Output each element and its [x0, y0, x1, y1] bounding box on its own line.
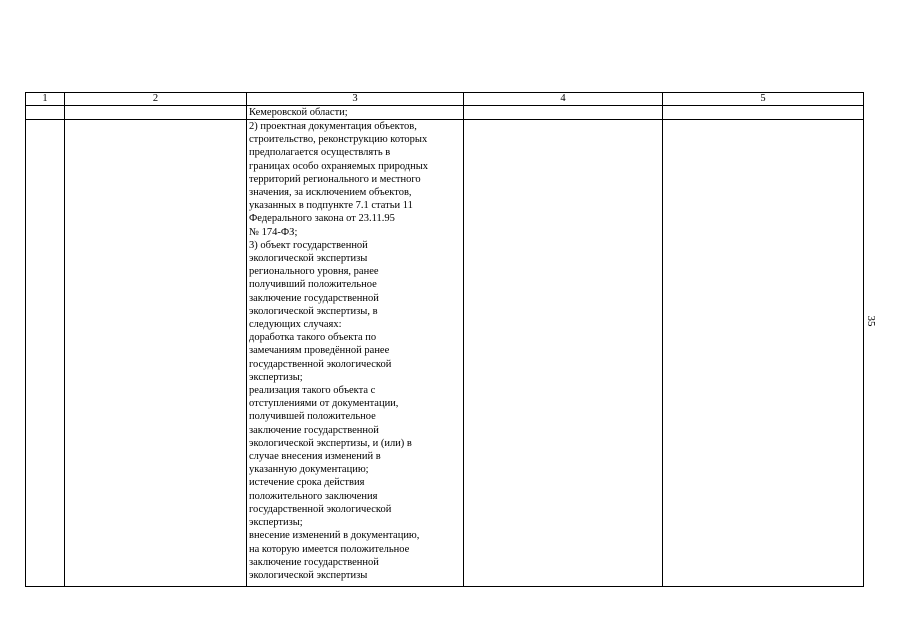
text-line: границах особо охраняемых природных — [249, 160, 429, 172]
text-line: регионального уровня, ранее — [249, 266, 379, 278]
cell-col-3-text — [247, 120, 464, 587]
text-line: экологической экспертизы, и (или) в — [249, 437, 412, 449]
text-line: № 174-ФЗ; — [249, 226, 298, 238]
text-line: внесение изменений в документацию, — [249, 530, 420, 542]
text-line: предполагается осуществлять в — [249, 147, 391, 159]
cell-col-4 — [464, 120, 663, 587]
header-col-5: 5 — [663, 93, 864, 106]
text-line: экологической экспертизы, в — [249, 305, 378, 317]
cell-col-3-continuation: Кемеровской области; — [247, 106, 464, 120]
text-line: на которую имеется положительное — [249, 543, 410, 555]
header-col-3: 3 — [247, 93, 464, 106]
text-line: Федерального закона от 23.11.95 — [249, 213, 395, 225]
table-header-row — [26, 93, 864, 106]
text-line: экологической экспертизы — [249, 569, 368, 581]
text-line: получившей положительное — [249, 411, 376, 423]
header-col-4: 4 — [464, 93, 663, 106]
text-line: замечаниям проведённой ранее — [249, 345, 390, 357]
cell-col-3-lines — [249, 120, 461, 582]
text-line: случае внесения изменений в — [249, 451, 381, 463]
text-line: реализация такого объекта с — [249, 385, 376, 397]
text-line: истечение срока действия — [249, 477, 365, 489]
document-table — [25, 92, 864, 587]
text-line: отступлениями от документации, — [249, 398, 399, 410]
text-line: экологической экспертизы — [249, 253, 368, 265]
text-line: государственной экологической — [249, 358, 392, 370]
table-row-main — [26, 120, 864, 587]
text-line: получивший положительное — [249, 279, 377, 291]
cell-col-1 — [26, 106, 65, 120]
text-line: заключение государственной — [249, 424, 379, 436]
page-number: 35 — [865, 315, 877, 327]
text-line: указанных в подпункте 7.1 статьи 11 — [249, 200, 413, 212]
text-line: доработка такого объекта по — [249, 332, 377, 344]
cell-col-4 — [464, 106, 663, 120]
text-line: экспертизы; — [249, 371, 303, 383]
cell-col-5 — [663, 106, 864, 120]
cell-col-5 — [663, 120, 864, 587]
text-line: указанную документацию; — [249, 464, 369, 476]
cell-col-2 — [65, 106, 247, 120]
cell-col-1 — [26, 120, 65, 587]
table-row-continuation — [26, 106, 864, 120]
header-col-1: 1 — [26, 93, 65, 106]
text-line: строительство, реконструкцию которых — [249, 134, 428, 146]
text-line: положительного заключения — [249, 490, 378, 502]
text-line: следующих случаях: — [249, 319, 342, 331]
header-col-2: 2 — [65, 93, 247, 106]
text-line: территорий регионального и местного — [249, 173, 421, 185]
text-line: 3) объект государственной — [249, 239, 368, 251]
text-line: заключение государственной — [249, 556, 379, 568]
cell-col-2 — [65, 120, 247, 587]
text-line: заключение государственной — [249, 292, 379, 304]
text-line: государственной экологической — [249, 503, 392, 515]
text-line: значения, за исключением объектов, — [249, 187, 412, 199]
text-line: 2) проектная документация объектов, — [249, 121, 417, 132]
text-line: экспертизы; — [249, 517, 303, 529]
